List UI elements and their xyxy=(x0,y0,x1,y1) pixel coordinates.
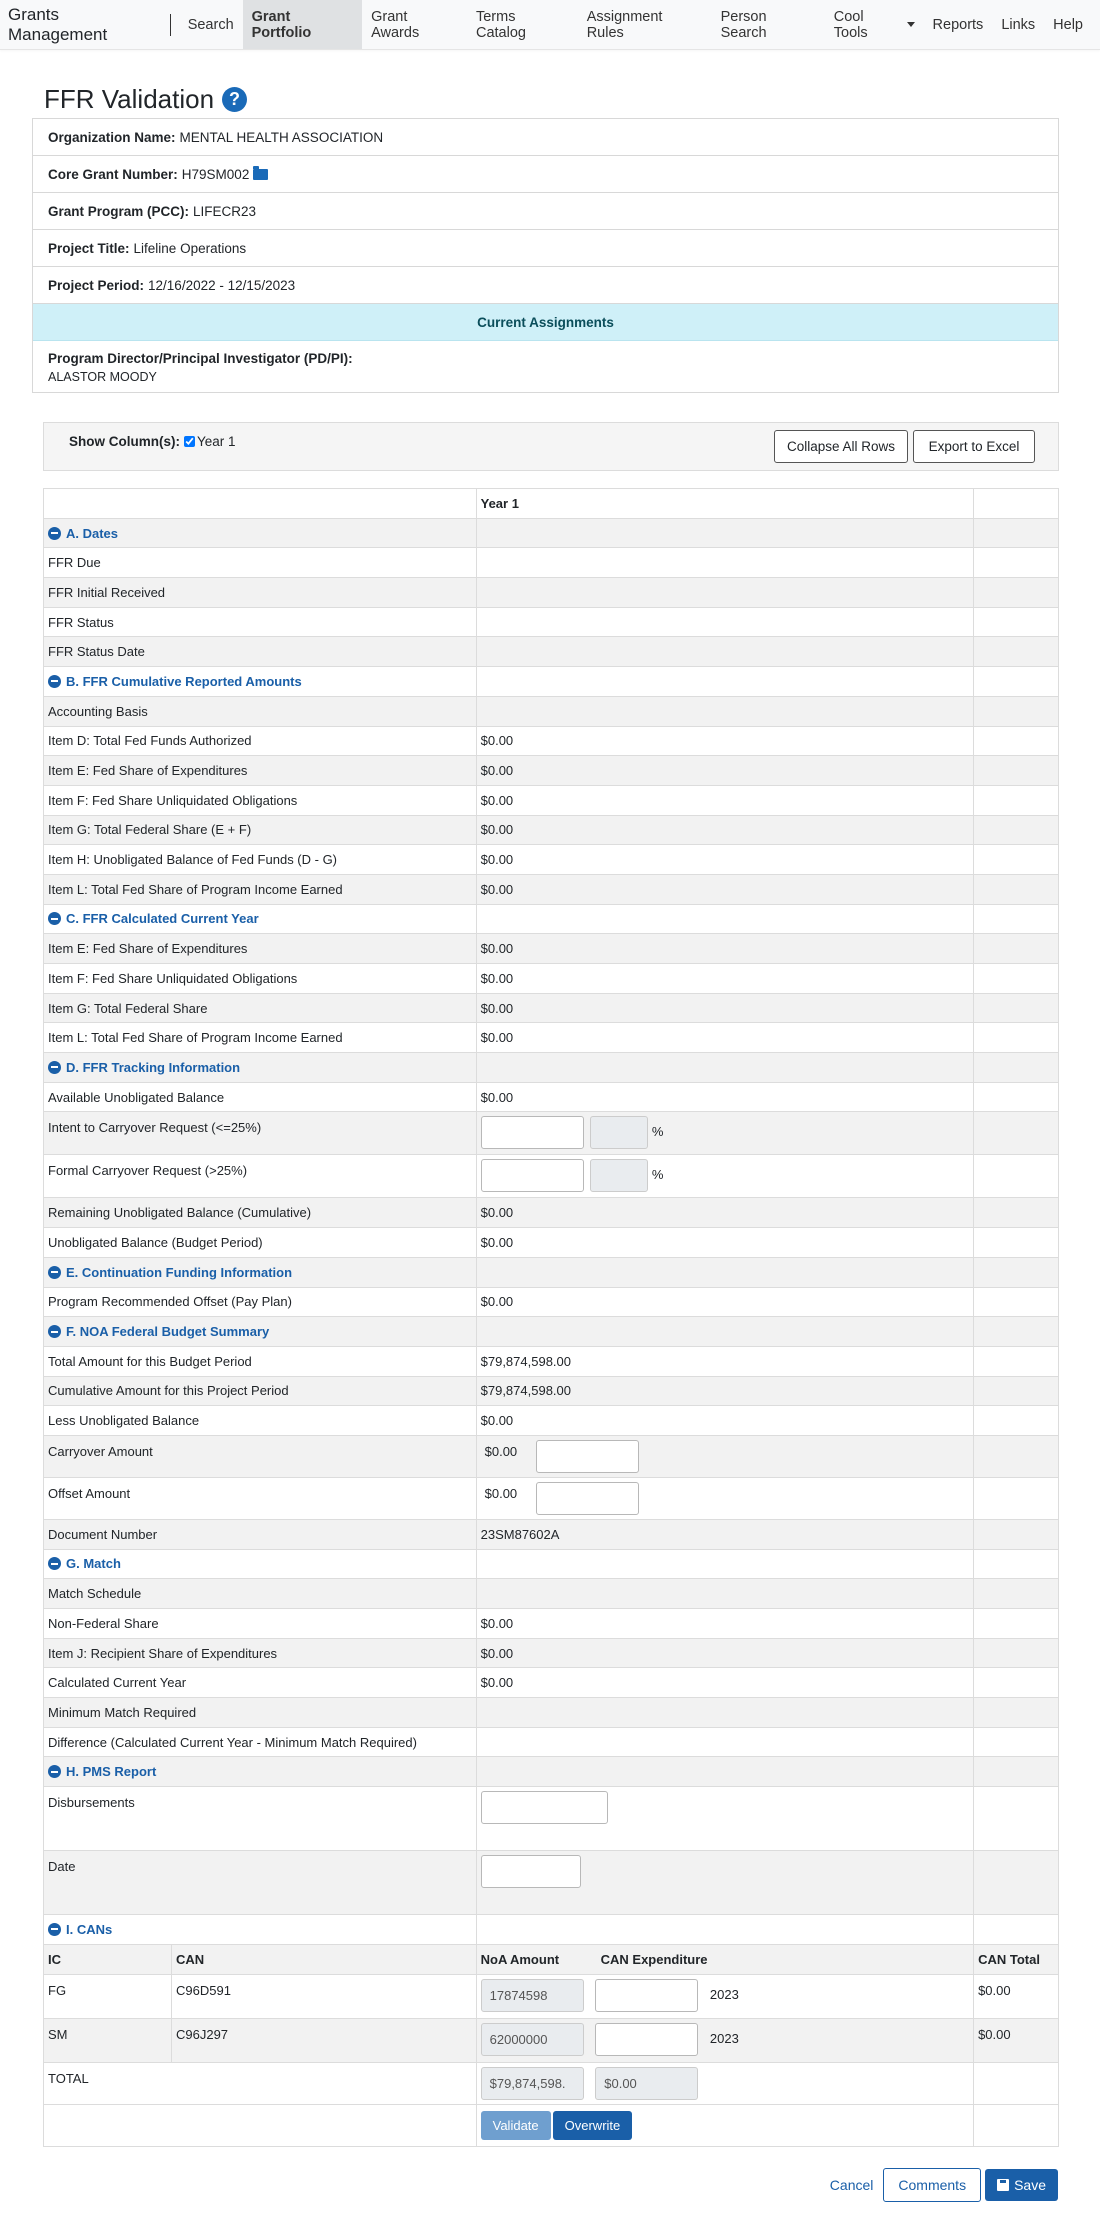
validate-button[interactable]: Validate xyxy=(481,2111,551,2140)
can-expenditure-year: 2023 xyxy=(709,1986,739,2002)
row-value: $0.00 xyxy=(476,1082,973,1112)
row-value: $79,874,598.00 xyxy=(476,1346,973,1376)
show-columns-bar xyxy=(43,422,1059,471)
nav-cool-tools-label: Cool Tools xyxy=(833,8,868,41)
cans-total-label: TOTAL xyxy=(44,2062,477,2104)
row-value: $0.00 xyxy=(476,1406,973,1436)
row-label: Difference (Calculated Current Year - Minimum Match Required) xyxy=(44,1727,477,1757)
row-label: FFR Due xyxy=(44,548,477,578)
chevron-down-icon xyxy=(907,22,915,27)
row-value: $0.00 xyxy=(476,845,973,875)
row-label: FFR Status Date xyxy=(44,637,477,667)
row-value: $0.00 xyxy=(476,785,973,815)
section-d-toggle[interactable]: D. FFR Tracking Information xyxy=(44,1053,477,1083)
can-noa-amount: 17874598 xyxy=(481,1979,584,2012)
nav-assignment-rules[interactable]: Assignment Rules xyxy=(586,8,663,41)
year1-column-header: Year 1 xyxy=(476,489,973,519)
row-label: Program Recommended Offset (Pay Plan) xyxy=(44,1287,477,1317)
help-icon[interactable]: ? xyxy=(222,87,247,112)
cans-noa-header: NoA Amount xyxy=(480,1951,560,1967)
form-footer xyxy=(830,2168,1058,2202)
overwrite-button[interactable]: Overwrite xyxy=(553,2111,633,2140)
year1-checkbox-label: Year 1 xyxy=(197,434,236,449)
row-label: Carryover Amount xyxy=(44,1435,477,1477)
carryover-amount-value: $0.00 xyxy=(484,1443,518,1459)
offset-amount-input[interactable] xyxy=(536,1482,639,1515)
row-value: $0.00 xyxy=(476,1228,973,1258)
year1-checkbox[interactable] xyxy=(184,436,195,447)
row-label: Intent to Carryover Request (<=25%) xyxy=(44,1112,477,1155)
save-button-label: Save xyxy=(1014,2177,1046,2193)
nav-person-search[interactable]: Person Search xyxy=(720,8,767,41)
row-label: Match Schedule xyxy=(44,1579,477,1609)
can-row-ic: FG xyxy=(44,1975,172,2018)
folder-open-icon[interactable] xyxy=(253,169,268,180)
intent-carryover-readonly xyxy=(590,1116,648,1149)
cans-ic-header: IC xyxy=(44,1945,172,1974)
row-label: Item L: Total Fed Share of Program Income Earned xyxy=(44,874,477,904)
can-row-ic: SM xyxy=(44,2019,172,2062)
section-g-toggle[interactable]: G. Match xyxy=(44,1549,477,1579)
project-title-value: Lifeline Operations xyxy=(133,240,247,256)
row-label: Available Unobligated Balance xyxy=(44,1082,477,1112)
minus-circle-icon xyxy=(48,1266,61,1279)
project-title-label: Project Title: xyxy=(48,240,130,256)
row-value: $0.00 xyxy=(476,993,973,1023)
row-value: $0.00 xyxy=(476,1609,973,1639)
row-label: Item F: Fed Share Unliquidated Obligations xyxy=(44,785,477,815)
row-label: Item E: Fed Share of Expenditures xyxy=(44,756,477,786)
cans-expenditure-header: CAN Expenditure xyxy=(600,1951,708,1967)
row-label: Date xyxy=(44,1851,477,1915)
cans-can-header: CAN xyxy=(176,1951,205,1967)
ffr-table xyxy=(43,488,1059,2147)
grant-info-card xyxy=(32,118,1059,393)
nav-links[interactable]: Links xyxy=(1001,16,1036,33)
row-value: $0.00 xyxy=(476,1287,973,1317)
minus-circle-icon xyxy=(48,1765,61,1778)
cancel-link[interactable]: Cancel xyxy=(829,2177,874,2193)
carryover-amount-input[interactable] xyxy=(536,1440,639,1473)
row-label: Cumulative Amount for this Project Period xyxy=(44,1376,477,1406)
cans-total-expenditure: $0.00 xyxy=(595,2067,698,2100)
row-label: FFR Initial Received xyxy=(44,578,477,608)
row-label: Formal Carryover Request (>25%) xyxy=(44,1155,477,1198)
section-b-toggle[interactable]: B. FFR Cumulative Reported Amounts xyxy=(44,667,477,697)
row-value: $0.00 xyxy=(476,1668,973,1698)
minus-circle-icon xyxy=(48,1923,61,1936)
row-label: Total Amount for this Budget Period xyxy=(44,1346,477,1376)
row-label: Non-Federal Share xyxy=(44,1609,477,1639)
nav-search[interactable]: Search xyxy=(187,16,234,33)
row-value: $0.00 xyxy=(476,726,973,756)
minus-circle-icon xyxy=(48,675,61,688)
row-label: Item F: Fed Share Unliquidated Obligations xyxy=(44,964,477,994)
row-label: Minimum Match Required xyxy=(44,1698,477,1728)
brand-divider xyxy=(170,14,171,36)
collapse-all-rows-button[interactable]: Collapse All Rows xyxy=(774,430,908,463)
minus-circle-icon xyxy=(48,1061,61,1074)
can-row-can: C96D591 xyxy=(176,1982,231,1998)
row-label: Item L: Total Fed Share of Program Income Earned xyxy=(44,1023,477,1053)
page-title: FFR Validation xyxy=(44,83,215,114)
nav-terms-catalog[interactable]: Terms Catalog xyxy=(475,8,526,41)
can-expenditure-year: 2023 xyxy=(709,2030,739,2046)
percent-sign: % xyxy=(651,1167,664,1183)
section-h-toggle[interactable]: H. PMS Report xyxy=(44,1757,477,1787)
can-expenditure-input[interactable] xyxy=(595,2023,698,2056)
top-navbar xyxy=(0,0,1100,50)
row-label: Disbursements xyxy=(44,1787,477,1851)
percent-sign: % xyxy=(651,1124,664,1140)
row-label: Item G: Total Federal Share (E + F) xyxy=(44,815,477,845)
row-value: $0.00 xyxy=(476,756,973,786)
row-value: $0.00 xyxy=(476,874,973,904)
formal-carryover-readonly xyxy=(590,1159,648,1192)
cans-total-header: CAN Total xyxy=(974,1944,1059,1974)
row-label: Unobligated Balance (Budget Period) xyxy=(44,1228,477,1258)
minus-circle-icon xyxy=(48,1325,61,1338)
core-grant-label: Core Grant Number: xyxy=(48,166,178,182)
can-row-total: $0.00 xyxy=(974,2018,1059,2062)
core-grant-value: H79SM002 xyxy=(181,166,250,182)
can-row-total: $0.00 xyxy=(974,1974,1059,2018)
row-label: Accounting Basis xyxy=(44,696,477,726)
row-value: $0.00 xyxy=(476,815,973,845)
pdpi-label: Program Director/Principal Investigator (PD/PI): xyxy=(48,351,353,366)
grant-program-label: Grant Program (PCC): xyxy=(48,203,190,219)
row-label: Less Unobligated Balance xyxy=(44,1406,477,1436)
section-c-toggle[interactable]: C. FFR Calculated Current Year xyxy=(44,904,477,934)
pdpi-value: ALASTOR MOODY xyxy=(48,370,157,384)
row-label: Offset Amount xyxy=(44,1477,477,1519)
minus-circle-icon xyxy=(48,912,61,925)
save-icon xyxy=(997,2179,1009,2191)
row-label: Document Number xyxy=(44,1519,477,1549)
minus-circle-icon xyxy=(48,527,61,540)
project-period-label: Project Period: xyxy=(48,277,145,293)
row-label: Item G: Total Federal Share xyxy=(44,993,477,1023)
formal-carryover-input[interactable] xyxy=(481,1159,584,1192)
org-label: Organization Name: xyxy=(48,129,176,145)
row-value: 23SM87602A xyxy=(476,1519,973,1549)
save-button[interactable] xyxy=(985,2169,1058,2201)
brand[interactable]: Grants Management xyxy=(8,4,108,44)
nav-grant-portfolio[interactable]: Grant Portfolio xyxy=(243,0,362,49)
current-assignments-header: Current Assignments xyxy=(33,304,1058,341)
pms-date-input[interactable] xyxy=(481,1855,581,1888)
row-label: Item E: Fed Share of Expenditures xyxy=(44,934,477,964)
row-label: Item H: Unobligated Balance of Fed Funds (D - G) xyxy=(44,845,477,875)
row-value: $0.00 xyxy=(476,1023,973,1053)
row-value: $0.00 xyxy=(476,964,973,994)
row-value: $0.00 xyxy=(476,934,973,964)
row-value: $0.00 xyxy=(476,1198,973,1228)
can-row-can: C96J297 xyxy=(176,2026,229,2042)
intent-carryover-input[interactable] xyxy=(481,1116,584,1149)
nav-grant-awards[interactable]: Grant Awards xyxy=(371,8,420,41)
export-to-excel-button[interactable]: Export to Excel xyxy=(913,430,1035,463)
section-i-toggle[interactable]: I. CANs xyxy=(44,1915,477,1945)
can-noa-amount: 62000000 xyxy=(481,2023,584,2056)
show-columns-label: Show Column(s): xyxy=(69,434,180,449)
row-label: Calculated Current Year xyxy=(44,1668,477,1698)
disbursements-input[interactable] xyxy=(481,1791,608,1824)
cans-total-noa: $79,874,598. xyxy=(481,2067,584,2100)
row-label: FFR Status xyxy=(44,607,477,637)
section-a-toggle[interactable]: A. Dates xyxy=(44,518,477,548)
row-label: Item D: Total Fed Funds Authorized xyxy=(44,726,477,756)
offset-amount-value: $0.00 xyxy=(484,1485,518,1501)
comments-button[interactable]: Comments xyxy=(883,2168,981,2202)
grant-program-value: LIFECR23 xyxy=(193,203,257,219)
row-value: $79,874,598.00 xyxy=(476,1376,973,1406)
nav-reports[interactable]: Reports xyxy=(932,16,984,33)
row-value: $0.00 xyxy=(476,1638,973,1668)
can-expenditure-input[interactable] xyxy=(595,1979,698,2012)
minus-circle-icon xyxy=(48,1557,61,1570)
org-value: MENTAL HEALTH ASSOCIATION xyxy=(179,129,384,145)
nav-help[interactable]: Help xyxy=(1053,16,1083,33)
project-period-value: 12/16/2022 - 12/15/2023 xyxy=(148,277,296,293)
nav-cool-tools[interactable] xyxy=(825,0,924,49)
row-label: Remaining Unobligated Balance (Cumulative) xyxy=(44,1198,477,1228)
row-label: Item J: Recipient Share of Expenditures xyxy=(44,1638,477,1668)
section-f-toggle[interactable]: F. NOA Federal Budget Summary xyxy=(44,1317,477,1347)
section-e-toggle[interactable]: E. Continuation Funding Information xyxy=(44,1257,477,1287)
